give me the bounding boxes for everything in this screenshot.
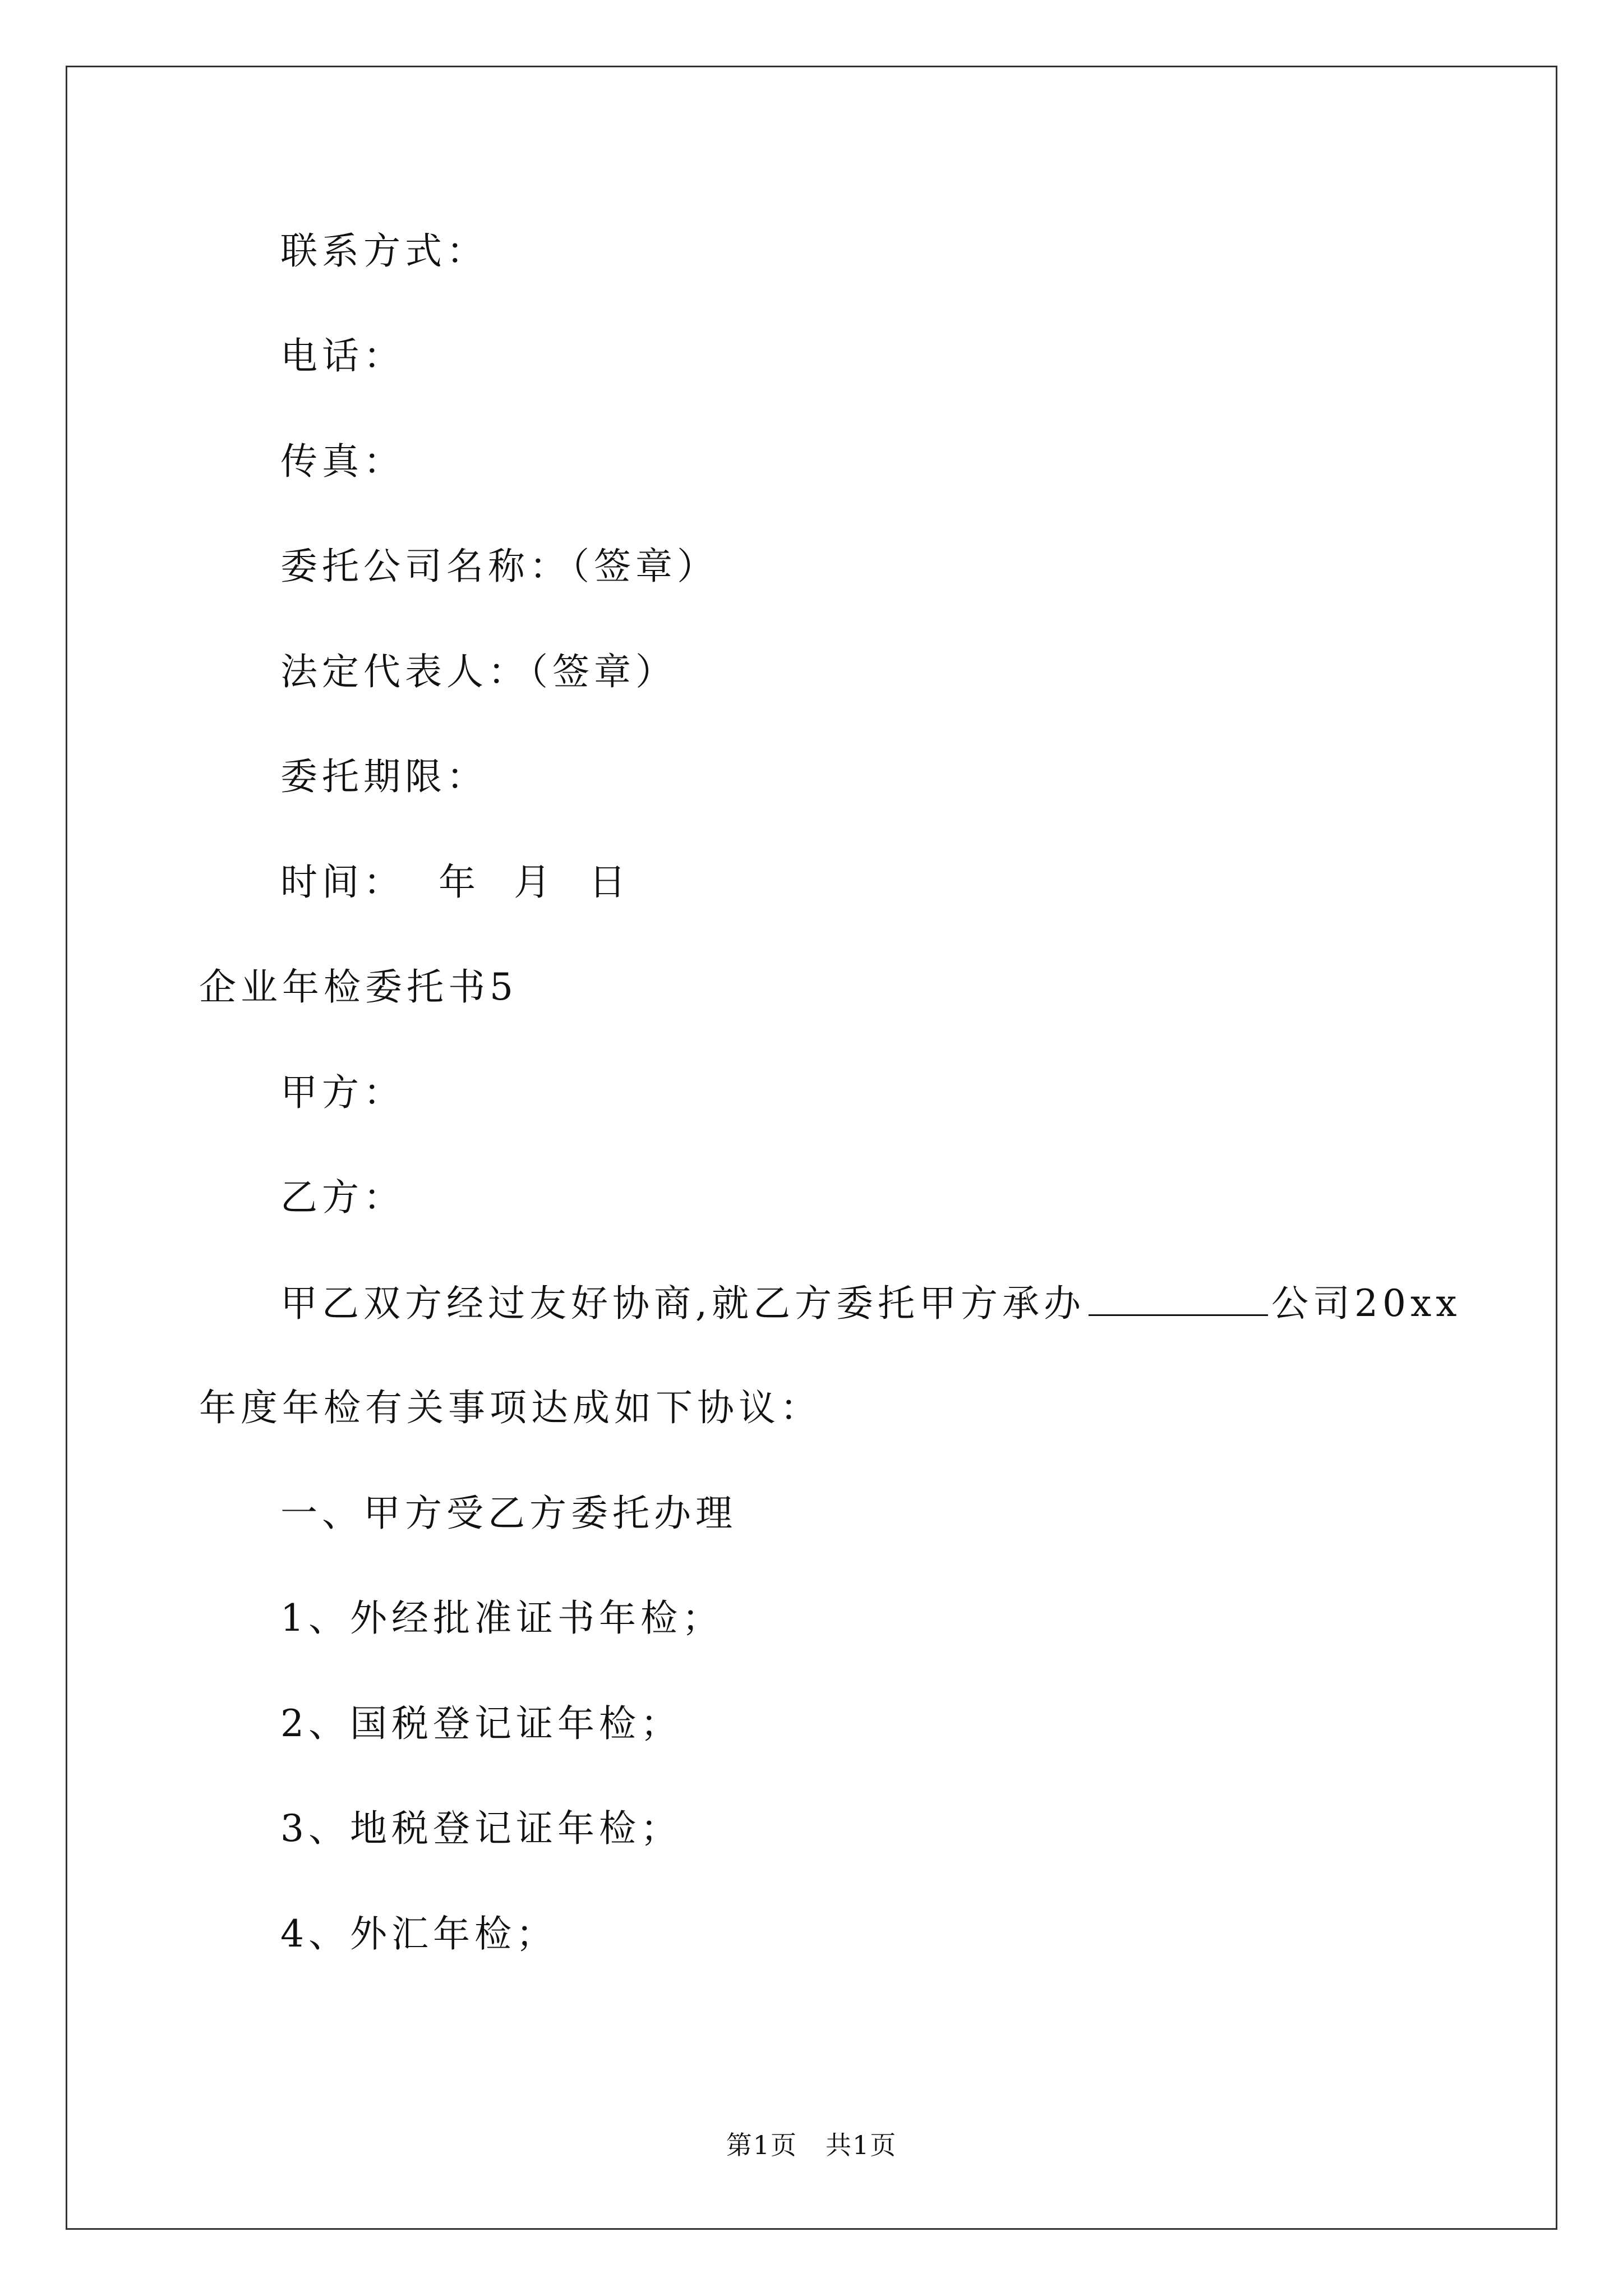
time-year: 年 <box>439 861 480 904</box>
agreement-line <box>280 1281 1461 1326</box>
clause-one: 一、甲方受乙方委托办理 <box>280 1492 737 1535</box>
item-3: 3、地税登记证年检； <box>280 1807 682 1850</box>
company-name-line: 委托公司名称：（签章） <box>280 545 718 588</box>
legal-rep-line: 法定代表人：（签章） <box>280 650 677 693</box>
time-line <box>280 860 630 905</box>
agreement-continuation: 年度年检有关事项达成如下协议： <box>199 1386 822 1429</box>
party-a-line: 甲方： <box>280 1071 405 1114</box>
party-b-line: 乙方： <box>280 1176 405 1219</box>
time-month: 月 <box>514 861 555 904</box>
page-border <box>66 66 1557 2230</box>
page-footer <box>0 2129 1623 2161</box>
phone-line: 电话： <box>280 334 405 378</box>
time-day: 日 <box>589 861 630 904</box>
company-blank <box>1089 1281 1268 1316</box>
page-total: 共1页 <box>826 2130 897 2160</box>
agreement-part1: 甲乙双方经过友好协商,就乙方委托甲方承办 <box>280 1282 1085 1325</box>
item-2: 2、国税登记证年检； <box>280 1702 682 1745</box>
term-line: 委托期限： <box>280 755 488 798</box>
fax-line: 传真： <box>280 440 405 483</box>
item-4: 4、外汇年检； <box>280 1912 557 1955</box>
item-1: 1、外经批准证书年检； <box>280 1596 723 1640</box>
section-title: 企业年检委托书5 <box>199 965 518 1009</box>
page-number: 第1页 <box>726 2130 797 2160</box>
contact-line: 联系方式： <box>280 229 488 273</box>
time-label: 时间： <box>280 861 405 904</box>
agreement-part2: 公司20xx <box>1271 1282 1461 1325</box>
